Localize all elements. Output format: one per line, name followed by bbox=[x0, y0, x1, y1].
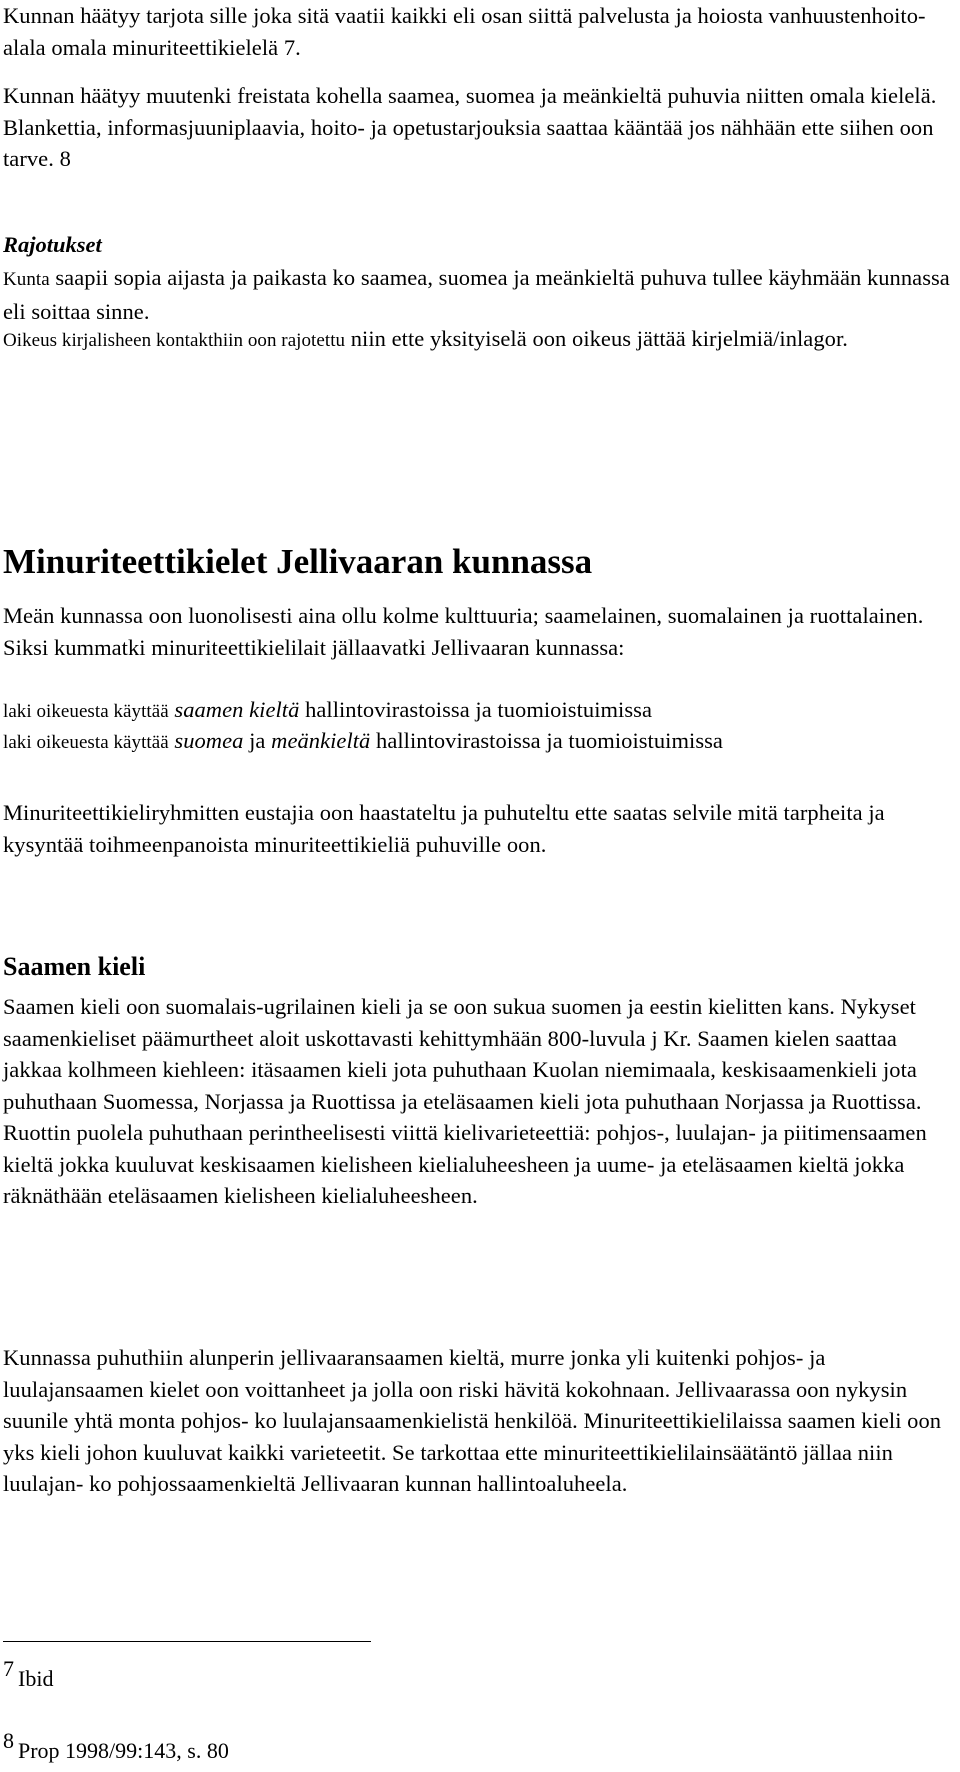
paragraph-text: Saamen kieli oon suomalais-ugrilainen kieli ja se oon sukua suomen ja eestin kielitten kans. Nykyset saamenkieliset päämurtheet aloit uskottavasti kehittymhään 800-luvula j Kr. Saamen kielen saattaa jakkaa kolhmeen kiehleen: itäsaamen kieli jota puhuthaan Kuolan niemimaala, keskisaamenkieli jota puhuthaan Suomessa, Norjassa ja Ruottissa ja eteläsaamen kieli jota puhuthaan Norjassa ja Ruottissa. Ruottin puolela puhuthaan perintheelisesti viittä kielivarieteettiä: pohjos-, luulajan- ja piitimensaamen kieltä jokka kuuluvat keskisaamen kielisheen kielialuheesheen ja uume- ja eteläsaamen kieltä jokka räknäthään eteläsaamen kielisheen kielialuheesheen. bbox=[3, 994, 927, 1208]
footnote-mark: 8 bbox=[3, 1728, 14, 1753]
law-text: laki oikeuesta käyttää bbox=[3, 732, 169, 753]
paragraph-text-small: Oikeus kirjalisheen kontakthiin oon rajotettu bbox=[3, 330, 346, 351]
paragraph-kaantaminen bbox=[3, 80, 953, 175]
heading-minuriteettikielet: Minuriteettikielet Jellivaaran kunnassa bbox=[3, 542, 593, 581]
paragraph-kulttuurit bbox=[3, 600, 953, 663]
law-line-suomi-meankieli bbox=[3, 725, 953, 759]
law-text-rest: hallintovirastoissa ja tuomioistuimissa bbox=[370, 728, 723, 753]
law-language: meänkieltä bbox=[271, 728, 371, 753]
paragraph-text: Kunnan häätyy tarjota sille joka sitä vaatii kaikki eli osan siittä palvelusta ja hoiosta vanhuustenhoito-alala omala minuriteettikielelä 7. bbox=[3, 3, 926, 60]
paragraph-saamen-kieli-1 bbox=[3, 991, 953, 1212]
paragraph-saamen-kieli-2 bbox=[3, 1342, 953, 1500]
law-text-join: ja bbox=[243, 728, 272, 753]
paragraph-vanhuustenhoito bbox=[3, 0, 953, 63]
footnote-separator bbox=[3, 1641, 371, 1642]
law-language: saamen kieltä bbox=[174, 697, 300, 722]
paragraph-haastattelut bbox=[3, 797, 953, 860]
footnote-7 bbox=[3, 1656, 54, 1692]
law-line-saamen bbox=[3, 694, 953, 728]
footnote-8 bbox=[3, 1728, 229, 1764]
heading-rajotukset: Rajotukset bbox=[3, 232, 102, 257]
paragraph-rajotukset-2 bbox=[3, 323, 953, 357]
paragraph-text: niin ette yksityiselä oon oikeus jättää kirjelmiä/inlagor. bbox=[345, 326, 848, 351]
footnote-text: Prop 1998/99:143, s. 80 bbox=[18, 1738, 229, 1763]
law-text-rest: hallintovirastoissa ja tuomioistuimissa bbox=[299, 697, 652, 722]
paragraph-text: Kunnan häätyy muutenki freistata kohella saamea, suomea ja meänkieltä puhuvia niitten omala kielelä. Blankettia, informasjuuniplaavia, hoito- ja opetustarjouksia saattaa kääntää jos nähhään ette siihen oon tarve. 8 bbox=[3, 83, 937, 171]
paragraph-text: Meän kunnassa oon luonolisesti aina ollu kolme kulttuuria; saamelainen, suomalainen ja ruottalainen. Siksi kummatki minuriteettikielilait jällaavatki Jellivaaran kunnassa: bbox=[3, 603, 924, 660]
paragraph-text: Kunnassa puhuthiin alunperin jellivaaransaamen kieltä, murre jonka yli kuitenki pohjos- ja luulajansaamen kielet oon voittanheet ja jolla oon riski hävitä kokohnaan. Jellivaarassa oon nykysin suunile yhtä monta pohjos- ko luulajansaamenkielistä henkilöä. Minuriteettikielilaissa saamen kieli oon yks kieli johon kuuluvat kaikki varieteetit. Se tarkottaa ette minuriteettikielilainsäätäntö jällaa niin luulajan- ko pohjossaamenkieltä Jellivaaran kunnan hallintoaluheela. bbox=[3, 1345, 942, 1496]
paragraph-rajotukset-1 bbox=[3, 262, 953, 327]
law-text: laki oikeuesta käyttää bbox=[3, 701, 169, 722]
paragraph-text: Minuriteettikieliryhmitten eustajia oon haastateltu ja puhuteltu ette saatas selvile mitä tarpheita ja kysyntää toihmeenpanoista minuriteettikieliä puhuville oon. bbox=[3, 800, 885, 857]
footnote-mark: 7 bbox=[3, 1656, 14, 1681]
heading-saamen-kieli: Saamen kieli bbox=[3, 952, 146, 981]
law-language: suomea bbox=[174, 728, 244, 753]
footnote-text: Ibid bbox=[18, 1666, 54, 1691]
paragraph-text-small: Kunta bbox=[3, 269, 50, 290]
paragraph-text: saapii sopia aijasta ja paikasta ko saamea, suomea ja meänkieltä puhuva tullee käyhmään kunnassa eli soittaa sinne. bbox=[3, 265, 950, 324]
